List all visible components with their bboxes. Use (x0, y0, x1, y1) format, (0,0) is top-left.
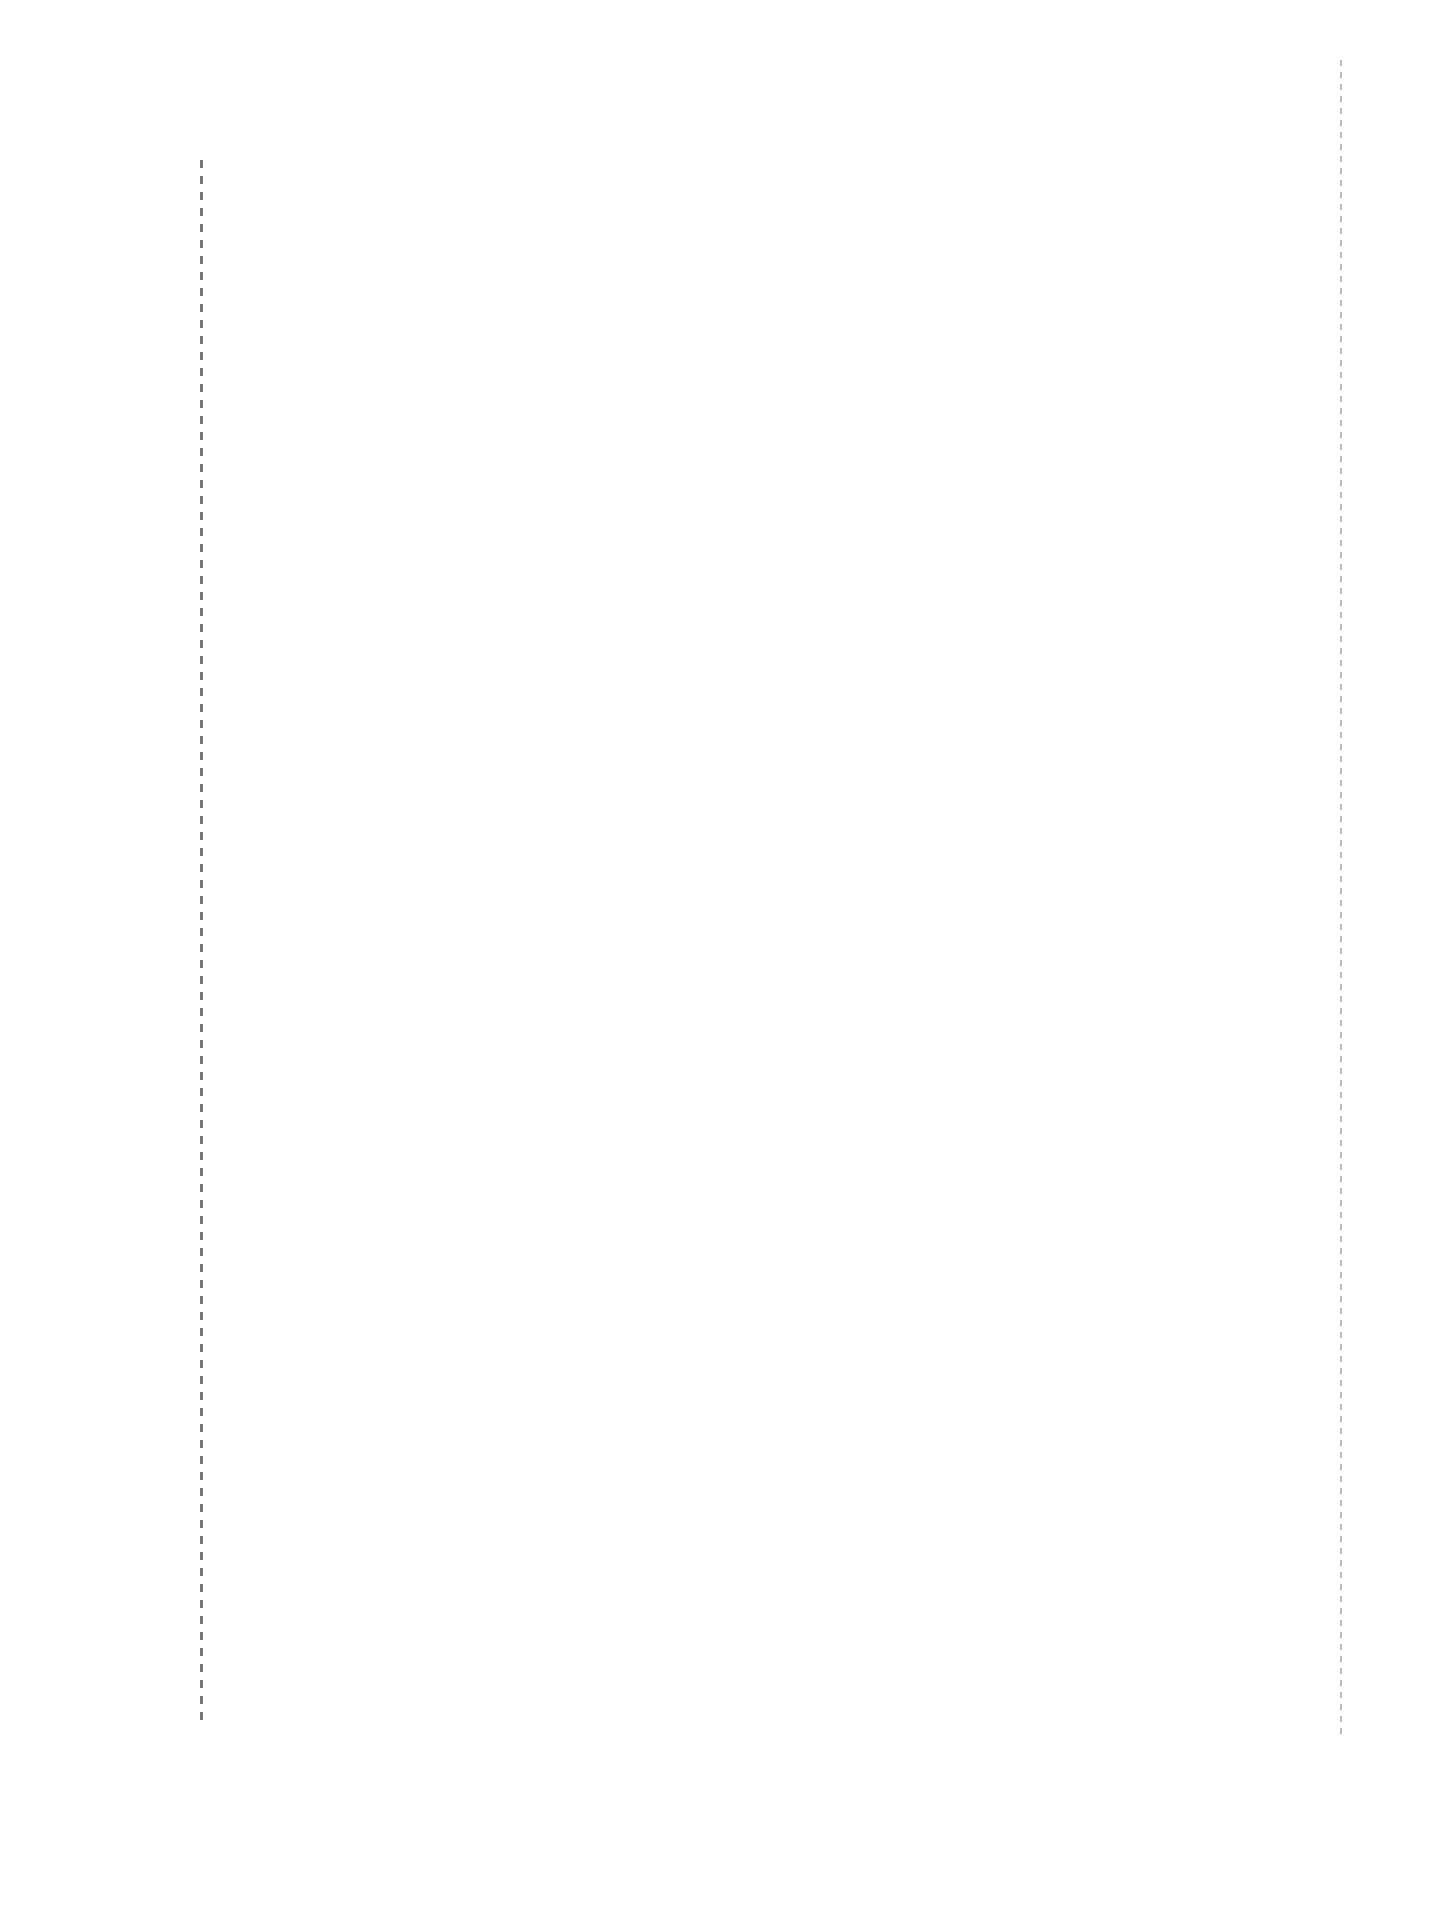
perforation-line (200, 160, 203, 1720)
spiral-binding (118, 160, 188, 1720)
page-edge (1340, 60, 1342, 1740)
